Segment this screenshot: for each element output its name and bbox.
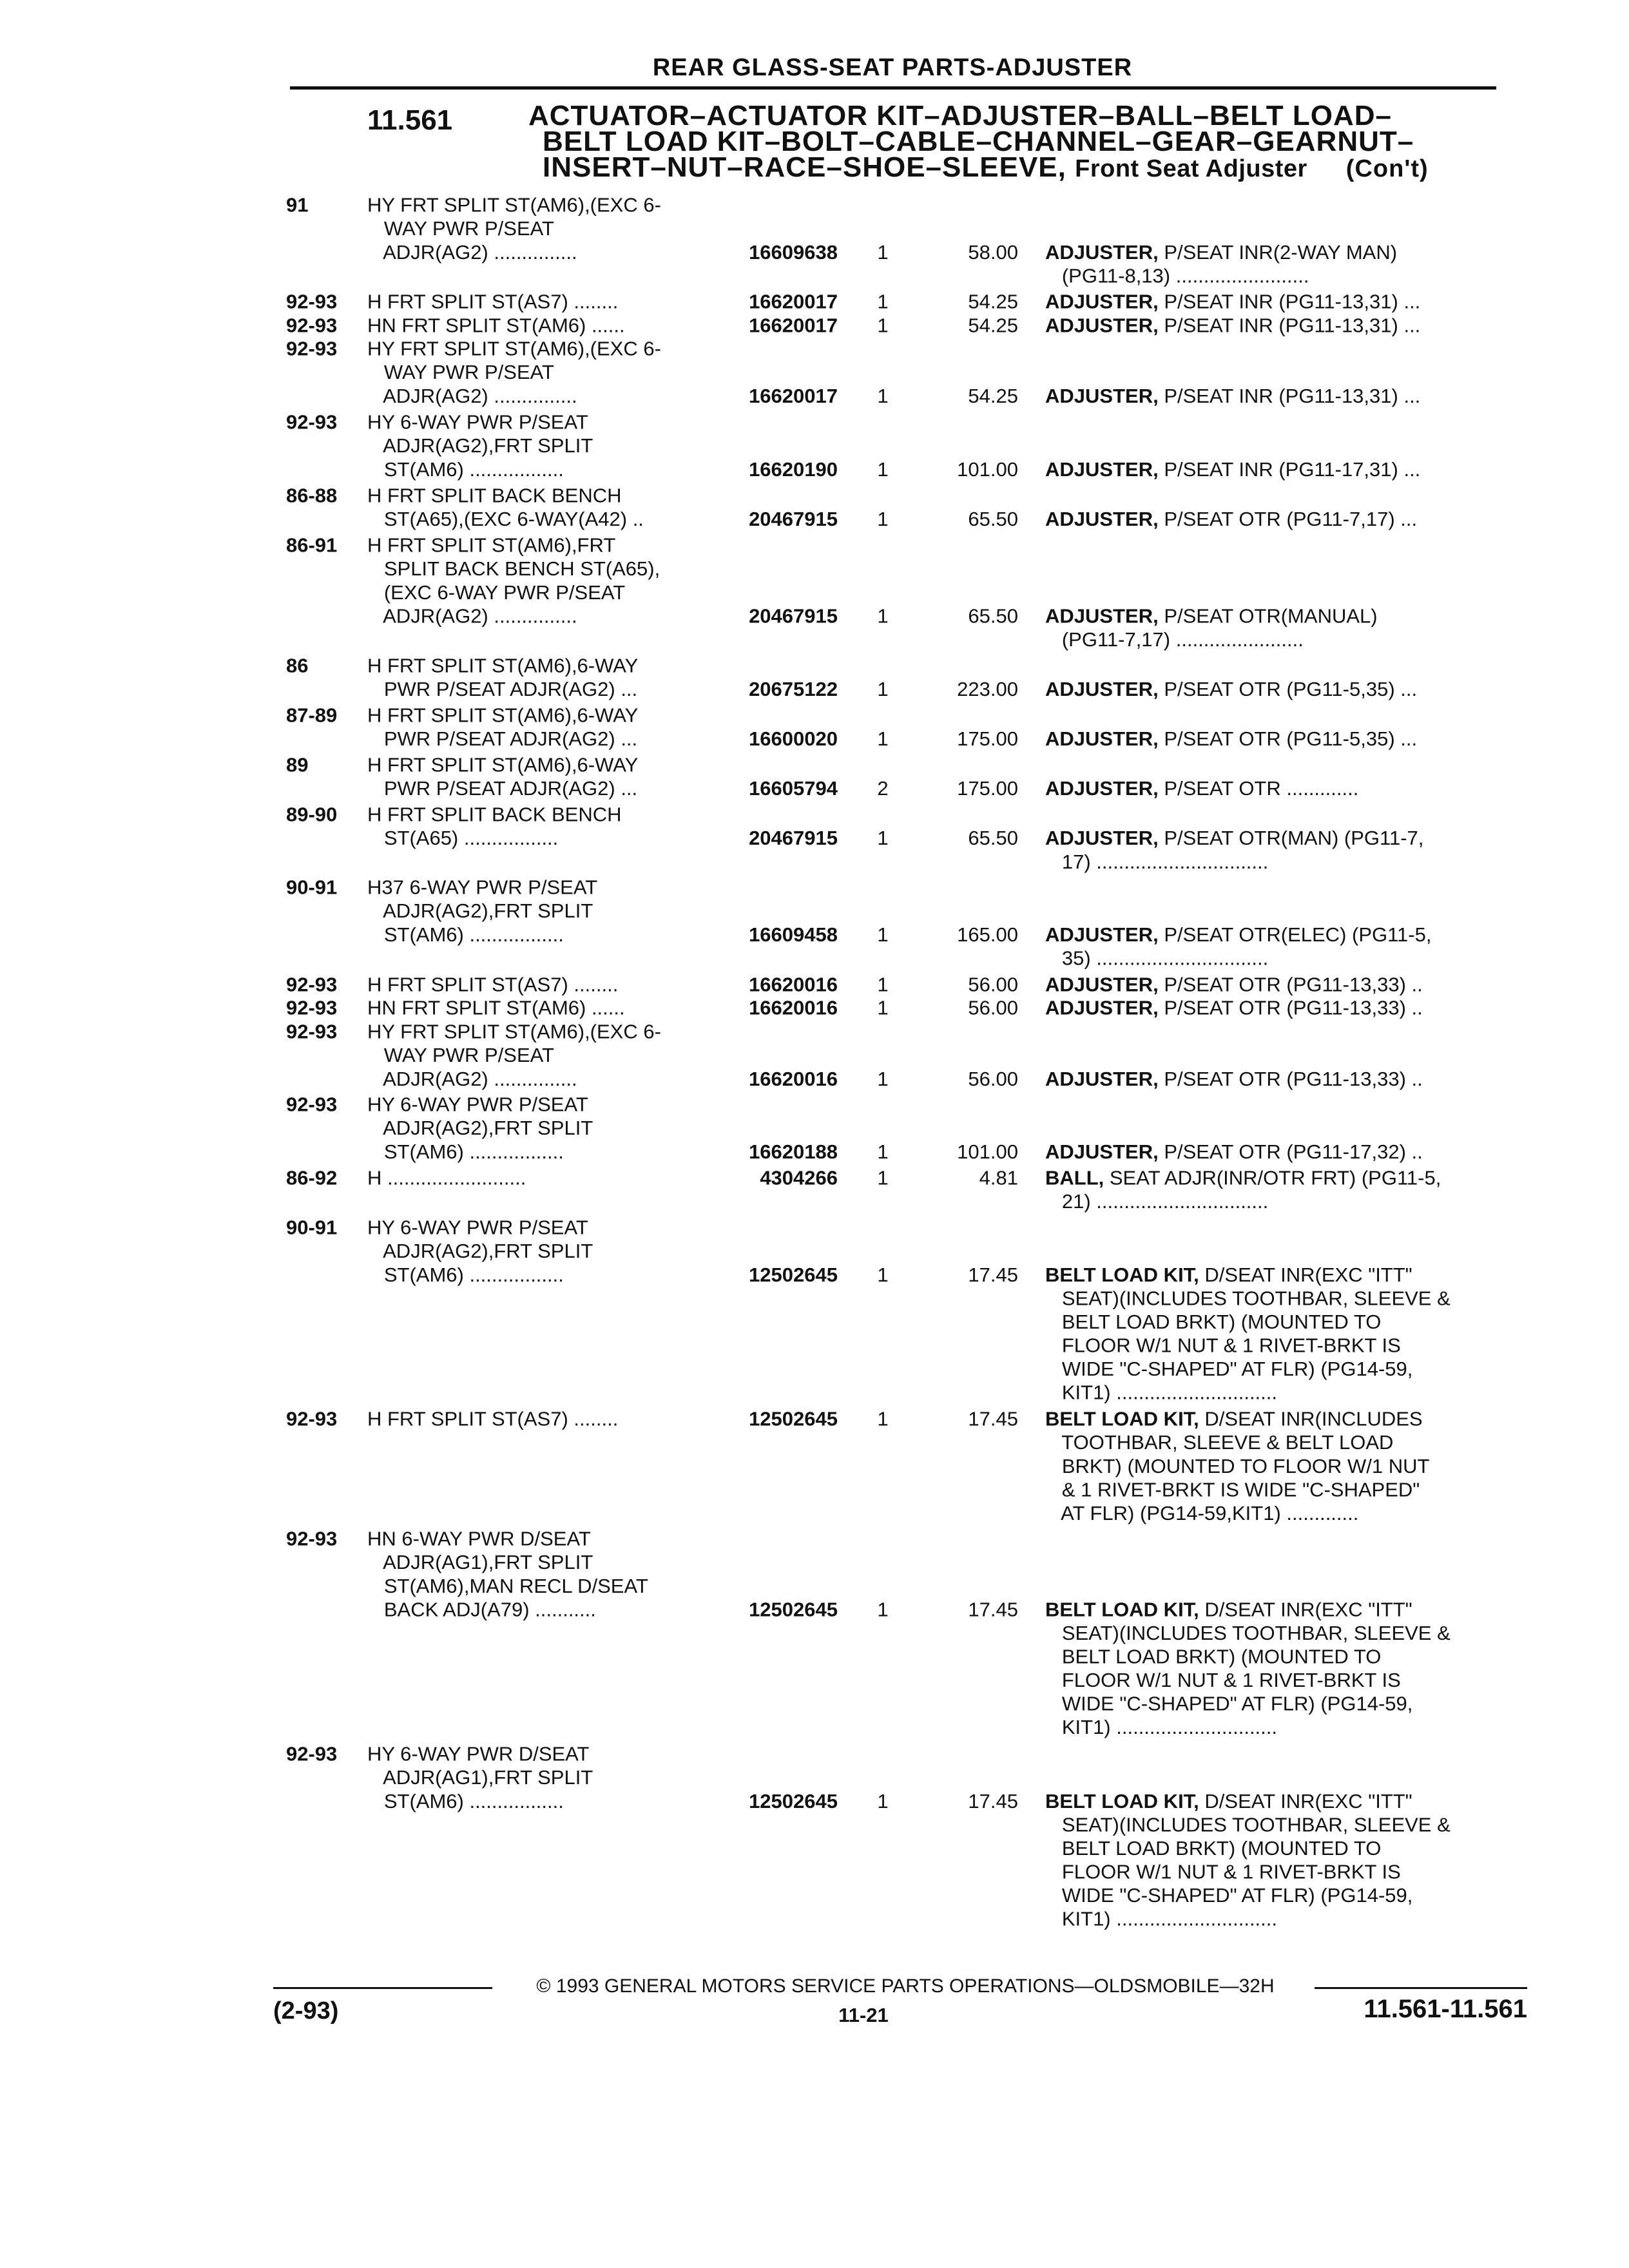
part-name: BELT LOAD KIT, bbox=[1045, 1264, 1199, 1286]
part-description-line bbox=[1045, 290, 1516, 314]
footer-rule-right bbox=[1315, 1987, 1527, 1989]
footer-page-number: 11-21 bbox=[838, 2004, 889, 2026]
part-name: ADJUSTER, bbox=[1045, 727, 1159, 750]
page-header-title: REAR GLASS-SEAT PARTS-ADJUSTER bbox=[652, 54, 1133, 81]
part-description bbox=[1045, 973, 1516, 997]
part-description bbox=[1045, 1789, 1516, 1930]
part-description-text: P/SEAT INR (PG11-13,31) ... bbox=[1158, 291, 1421, 313]
part-description-line bbox=[1045, 1334, 1516, 1358]
usage-description: H ......................... bbox=[367, 1167, 526, 1189]
part-description-text: KIT1) ............................. bbox=[1045, 1716, 1278, 1739]
model-years: 89 bbox=[286, 753, 309, 776]
part-description-line bbox=[1045, 727, 1516, 751]
part-description-text: SEAT ADJR(INR/OTR FRT) (PG11-5, bbox=[1104, 1167, 1441, 1189]
part-description-text: D/SEAT INR(EXC "ITT" bbox=[1199, 1789, 1412, 1812]
usage-description: H FRT SPLIT ST(AM6),6-WAY bbox=[367, 654, 639, 677]
price: 65.50 bbox=[968, 508, 1018, 530]
part-description bbox=[1045, 1598, 1516, 1739]
quantity: 1 bbox=[877, 973, 889, 996]
part-description-text: 17) ............................... bbox=[1045, 850, 1269, 873]
part-name: ADJUSTER, bbox=[1045, 604, 1159, 628]
model-years: 91 bbox=[286, 193, 309, 216]
part-number: 20467915 bbox=[749, 604, 838, 628]
section-title-line-3: INSERT–NUT–RACE–SHOE–SLEEVE, Front Seat Adjuster (Con't) bbox=[543, 151, 1429, 183]
table-row bbox=[0, 654, 1629, 701]
part-description bbox=[1045, 604, 1516, 651]
usage-description: H FRT SPLIT ST(AS7) ........ bbox=[367, 973, 619, 996]
price: 65.50 bbox=[968, 604, 1018, 628]
quantity: 1 bbox=[877, 241, 889, 264]
part-description-line bbox=[1045, 1454, 1516, 1478]
model-years: 92-93 bbox=[286, 1093, 338, 1117]
part-description-text: FLOOR W/1 NUT & 1 RIVET-BRKT IS bbox=[1045, 1860, 1401, 1883]
part-description bbox=[1045, 240, 1516, 287]
table-row bbox=[0, 1166, 1629, 1213]
usage-description: WAY PWR P/SEAT bbox=[367, 361, 554, 384]
part-description bbox=[1045, 1067, 1516, 1091]
quantity: 1 bbox=[877, 678, 889, 700]
part-description bbox=[1045, 384, 1516, 408]
part-number: 16620190 bbox=[749, 458, 838, 481]
model-years: 92-93 bbox=[286, 410, 338, 434]
part-description-line bbox=[1045, 1407, 1516, 1431]
part-description-text: BELT LOAD BRKT) (MOUNTED TO bbox=[1045, 1836, 1382, 1860]
part-description-line bbox=[1045, 1836, 1516, 1860]
usage-description: HY FRT SPLIT ST(AM6),(EXC 6- bbox=[367, 338, 661, 360]
part-number: 12502645 bbox=[749, 1789, 838, 1812]
part-description-text: P/SEAT INR (PG11-13,31) ... bbox=[1158, 314, 1421, 337]
part-name: BELT LOAD KIT, bbox=[1045, 1407, 1199, 1430]
price: 58.00 bbox=[968, 241, 1018, 264]
part-description-line bbox=[1045, 240, 1516, 264]
usage-description: HN FRT SPLIT ST(AM6) ...... bbox=[367, 997, 625, 1019]
part-description-text: P/SEAT OTR(MAN) (PG11-7, bbox=[1158, 827, 1424, 849]
usage-description: ADJR(AG2),FRT SPLIT bbox=[367, 1117, 593, 1140]
usage-description: ST(AM6),MAN RECL D/SEAT bbox=[367, 1575, 648, 1598]
model-years: 90-91 bbox=[286, 876, 338, 899]
usage-description: ADJR(AG2),FRT SPLIT bbox=[367, 434, 593, 457]
usage-description: WAY PWR P/SEAT bbox=[367, 1044, 554, 1066]
usage-description: H37 6-WAY PWR P/SEAT bbox=[367, 876, 598, 899]
part-description-line bbox=[1045, 1860, 1516, 1883]
part-description-text: AT FLR) (PG14-59,KIT1) ............. bbox=[1045, 1501, 1359, 1524]
usage-description: HY 6-WAY PWR D/SEAT bbox=[367, 1742, 590, 1765]
part-number: 16620016 bbox=[749, 997, 838, 1019]
usage-description: PWR P/SEAT ADJR(AG2) ... bbox=[367, 727, 638, 750]
quantity: 1 bbox=[877, 727, 889, 750]
part-number: 20467915 bbox=[749, 508, 838, 530]
model-years: 90-91 bbox=[286, 1216, 338, 1239]
part-description-line bbox=[1045, 1166, 1516, 1190]
table-row bbox=[0, 1742, 1629, 1931]
quantity: 1 bbox=[877, 1599, 889, 1621]
part-name: ADJUSTER, bbox=[1045, 291, 1159, 313]
price: 101.00 bbox=[957, 458, 1018, 481]
model-years: 87-89 bbox=[286, 704, 338, 727]
part-description-text: 35) ............................... bbox=[1045, 947, 1269, 970]
quantity: 2 bbox=[877, 777, 889, 800]
footer-section-range: 11.561-11.561 bbox=[1364, 1995, 1527, 2023]
table-row bbox=[0, 1216, 1629, 1405]
part-description-line bbox=[1045, 1812, 1516, 1836]
part-number: 16620017 bbox=[749, 385, 838, 408]
part-description-line bbox=[1045, 1907, 1516, 1930]
usage-description: HN 6-WAY PWR D/SEAT bbox=[367, 1528, 591, 1551]
part-description bbox=[1045, 314, 1516, 338]
price: 54.25 bbox=[968, 385, 1018, 408]
usage-description: H FRT SPLIT ST(AM6),6-WAY bbox=[367, 753, 639, 776]
model-years: 92-93 bbox=[286, 1407, 338, 1430]
part-description-line bbox=[1045, 1477, 1516, 1501]
price: 17.45 bbox=[968, 1599, 1018, 1621]
part-number: 16609638 bbox=[749, 241, 838, 264]
price: 223.00 bbox=[957, 678, 1018, 700]
table-row bbox=[0, 996, 1629, 1020]
part-number: 20675122 bbox=[749, 678, 838, 700]
part-description-line bbox=[1045, 264, 1516, 288]
part-number: 16605794 bbox=[749, 777, 838, 800]
usage-description: ADJR(AG2) ............... bbox=[367, 385, 577, 408]
section-title-line-2: BELT LOAD KIT–BOLT–CABLE–CHANNEL–GEAR–GEARNUT– bbox=[543, 126, 1414, 157]
price: 54.25 bbox=[968, 291, 1018, 313]
table-row bbox=[0, 337, 1629, 408]
usage-description: H FRT SPLIT ST(AM6),FRT bbox=[367, 533, 616, 557]
part-description-line bbox=[1045, 457, 1516, 481]
part-name: BALL, bbox=[1045, 1167, 1104, 1189]
table-row bbox=[0, 1020, 1629, 1091]
quantity: 1 bbox=[877, 923, 889, 947]
model-years: 92-93 bbox=[286, 973, 338, 996]
part-description-line bbox=[1045, 507, 1516, 531]
usage-description: HY 6-WAY PWR P/SEAT bbox=[367, 410, 588, 434]
part-description-line bbox=[1045, 1430, 1516, 1454]
usage-description: HY 6-WAY PWR P/SEAT bbox=[367, 1216, 588, 1239]
part-description-text: P/SEAT OTR (PG11-5,35) ... bbox=[1158, 678, 1418, 700]
footer-rule-left bbox=[273, 1987, 492, 1989]
part-description-line bbox=[1045, 1358, 1516, 1381]
part-description-text: BRKT) (MOUNTED TO FLOOR W/1 NUT bbox=[1045, 1454, 1430, 1477]
part-description-text: & 1 RIVET-BRKT IS WIDE "C-SHAPED" bbox=[1045, 1478, 1420, 1501]
part-description-line bbox=[1045, 1622, 1516, 1646]
price: 101.00 bbox=[957, 1140, 1018, 1164]
usage-description: H FRT SPLIT BACK BENCH bbox=[367, 484, 622, 507]
part-description-line bbox=[1045, 1501, 1516, 1525]
quantity: 1 bbox=[877, 385, 889, 408]
part-description-text: P/SEAT OTR ............. bbox=[1158, 777, 1359, 800]
part-description-text: WIDE "C-SHAPED" AT FLR) (PG14-59, bbox=[1045, 1693, 1413, 1716]
usage-description: ST(A65) ................. bbox=[367, 827, 559, 849]
usage-description: ST(AM6) ................. bbox=[367, 923, 564, 947]
table-row bbox=[0, 1407, 1629, 1525]
usage-description: ST(AM6) ................. bbox=[367, 1264, 564, 1286]
part-description-line bbox=[1045, 973, 1516, 997]
part-name: ADJUSTER, bbox=[1045, 1067, 1159, 1090]
part-description-line bbox=[1045, 677, 1516, 701]
part-number: 16620017 bbox=[749, 314, 838, 337]
model-years: 92-93 bbox=[286, 1020, 338, 1043]
usage-description: ST(AM6) ................. bbox=[367, 458, 564, 481]
part-name: ADJUSTER, bbox=[1045, 314, 1159, 337]
usage-description: SPLIT BACK BENCH ST(A65), bbox=[367, 557, 660, 580]
table-row bbox=[0, 803, 1629, 874]
quantity: 1 bbox=[877, 997, 889, 1019]
part-number: 4304266 bbox=[760, 1167, 838, 1189]
part-description bbox=[1045, 1263, 1516, 1404]
model-years: 89-90 bbox=[286, 803, 338, 826]
part-description-text: TOOTHBAR, SLEEVE & BELT LOAD bbox=[1045, 1431, 1394, 1454]
part-description-line bbox=[1045, 947, 1516, 970]
part-description-line bbox=[1045, 1692, 1516, 1716]
part-number: 16620017 bbox=[749, 291, 838, 313]
part-number: 20467915 bbox=[749, 827, 838, 849]
part-description-text: D/SEAT INR(INCLUDES bbox=[1199, 1407, 1423, 1430]
model-years: 92-93 bbox=[286, 1742, 338, 1765]
usage-description: ST(A65),(EXC 6-WAY(A42) .. bbox=[367, 508, 644, 530]
part-description-text: P/SEAT INR (PG11-17,31) ... bbox=[1158, 458, 1421, 481]
table-row bbox=[0, 876, 1629, 970]
usage-description: PWR P/SEAT ADJR(AG2) ... bbox=[367, 678, 638, 700]
price: 65.50 bbox=[968, 827, 1018, 849]
part-number: 12502645 bbox=[749, 1407, 838, 1430]
part-description-line bbox=[1045, 1381, 1516, 1405]
part-name: ADJUSTER, bbox=[1045, 508, 1159, 530]
part-description-line bbox=[1045, 850, 1516, 874]
model-years: 86-91 bbox=[286, 533, 338, 557]
part-description bbox=[1045, 507, 1516, 531]
part-description-text: SEAT)(INCLUDES TOOTHBAR, SLEEVE & bbox=[1045, 1622, 1451, 1645]
part-description-text: D/SEAT INR(EXC "ITT" bbox=[1199, 1264, 1412, 1286]
part-description-text: P/SEAT INR (PG11-13,31) ... bbox=[1158, 385, 1421, 408]
table-row bbox=[0, 290, 1629, 314]
usage-description: HY FRT SPLIT ST(AM6),(EXC 6- bbox=[367, 193, 661, 216]
part-name: ADJUSTER, bbox=[1045, 678, 1159, 700]
price: 17.45 bbox=[968, 1789, 1018, 1812]
part-description bbox=[1045, 923, 1516, 970]
part-description-text: (PG11-7,17) ....................... bbox=[1045, 628, 1304, 651]
usage-description: (EXC 6-WAY PWR P/SEAT bbox=[367, 581, 626, 604]
part-number: 12502645 bbox=[749, 1599, 838, 1621]
part-description-line bbox=[1045, 923, 1516, 947]
part-description-text: P/SEAT OTR (PG11-13,33) .. bbox=[1158, 1067, 1423, 1090]
table-row bbox=[0, 753, 1629, 800]
part-description-text: 21) ............................... bbox=[1045, 1190, 1269, 1213]
usage-description: H FRT SPLIT ST(AS7) ........ bbox=[367, 1407, 619, 1430]
part-description-line bbox=[1045, 1716, 1516, 1740]
footer-date-code: (2-93) bbox=[273, 1997, 339, 2024]
part-description-line bbox=[1045, 1140, 1516, 1164]
usage-description: ADJR(AG2) ............... bbox=[367, 241, 577, 264]
quantity: 1 bbox=[877, 1140, 889, 1164]
part-description-line bbox=[1045, 314, 1516, 338]
model-years: 86-88 bbox=[286, 484, 338, 507]
part-name: ADJUSTER, bbox=[1045, 385, 1159, 408]
table-row bbox=[0, 533, 1629, 651]
part-description-text: KIT1) ............................. bbox=[1045, 1381, 1278, 1404]
part-name: ADJUSTER, bbox=[1045, 458, 1159, 481]
quantity: 1 bbox=[877, 314, 889, 337]
section-subtitle: Front Seat Adjuster bbox=[1075, 155, 1307, 182]
table-row bbox=[0, 484, 1629, 531]
table-row bbox=[0, 973, 1629, 997]
part-number: 16620016 bbox=[749, 973, 838, 996]
part-description bbox=[1045, 677, 1516, 701]
part-description-text: BELT LOAD BRKT) (MOUNTED TO bbox=[1045, 1311, 1382, 1334]
part-description-line bbox=[1045, 1310, 1516, 1334]
part-number: 16609458 bbox=[749, 923, 838, 947]
model-years: 92-93 bbox=[286, 291, 338, 313]
price: 175.00 bbox=[957, 777, 1018, 800]
part-description-text: P/SEAT OTR (PG11-17,32) .. bbox=[1158, 1140, 1423, 1164]
usage-description: HY 6-WAY PWR P/SEAT bbox=[367, 1093, 588, 1117]
part-description bbox=[1045, 1140, 1516, 1164]
part-name: ADJUSTER, bbox=[1045, 827, 1159, 849]
usage-description: ST(AM6) ................. bbox=[367, 1789, 564, 1812]
continued-label: (Con't) bbox=[1345, 155, 1429, 182]
part-description-text: WIDE "C-SHAPED" AT FLR) (PG14-59, bbox=[1045, 1883, 1413, 1907]
part-description-line bbox=[1045, 1287, 1516, 1311]
quantity: 1 bbox=[877, 291, 889, 313]
part-description-text: SEAT)(INCLUDES TOOTHBAR, SLEEVE & bbox=[1045, 1287, 1451, 1310]
model-years: 92-93 bbox=[286, 997, 338, 1019]
usage-description: ADJR(AG1),FRT SPLIT bbox=[367, 1766, 593, 1789]
part-description-line bbox=[1045, 604, 1516, 628]
quantity: 1 bbox=[877, 827, 889, 849]
quantity: 1 bbox=[877, 508, 889, 530]
usage-description: H FRT SPLIT ST(AM6),6-WAY bbox=[367, 704, 639, 727]
part-description bbox=[1045, 826, 1516, 873]
usage-description: ADJR(AG2) ............... bbox=[367, 1067, 577, 1090]
usage-description: PWR P/SEAT ADJR(AG2) ... bbox=[367, 777, 638, 800]
price: 56.00 bbox=[968, 1067, 1018, 1090]
table-row bbox=[0, 704, 1629, 751]
model-years: 92-93 bbox=[286, 314, 338, 337]
price: 56.00 bbox=[968, 997, 1018, 1019]
part-description-line bbox=[1045, 1190, 1516, 1214]
price: 17.45 bbox=[968, 1264, 1018, 1286]
part-description-line bbox=[1045, 384, 1516, 408]
part-description-line bbox=[1045, 628, 1516, 651]
part-description-line bbox=[1045, 776, 1516, 800]
part-name: ADJUSTER, bbox=[1045, 997, 1159, 1019]
part-description-text: FLOOR W/1 NUT & 1 RIVET-BRKT IS bbox=[1045, 1334, 1401, 1357]
part-description-text: D/SEAT INR(EXC "ITT" bbox=[1199, 1599, 1412, 1621]
table-row bbox=[0, 314, 1629, 338]
part-description-text: P/SEAT INR(2-WAY MAN) bbox=[1158, 241, 1398, 264]
price: 56.00 bbox=[968, 973, 1018, 996]
part-description-line bbox=[1045, 1067, 1516, 1091]
part-description-line bbox=[1045, 1645, 1516, 1669]
usage-description: HY FRT SPLIT ST(AM6),(EXC 6- bbox=[367, 1020, 661, 1043]
quantity: 1 bbox=[877, 1264, 889, 1286]
model-years: 92-93 bbox=[286, 1528, 338, 1551]
footer-copyright: © 1993 GENERAL MOTORS SERVICE PARTS OPERATIONS—OLDSMOBILE—32H bbox=[536, 1975, 1275, 1997]
table-row bbox=[0, 193, 1629, 287]
part-description-text: SEAT)(INCLUDES TOOTHBAR, SLEEVE & bbox=[1045, 1813, 1451, 1836]
quantity: 1 bbox=[877, 1167, 889, 1189]
model-years: 86 bbox=[286, 654, 309, 677]
part-description bbox=[1045, 290, 1516, 314]
quantity: 1 bbox=[877, 458, 889, 481]
part-description-line bbox=[1045, 826, 1516, 850]
part-description-text: P/SEAT OTR (PG11-5,35) ... bbox=[1158, 727, 1418, 750]
part-description bbox=[1045, 776, 1516, 800]
usage-description: ADJR(AG2),FRT SPLIT bbox=[367, 1240, 593, 1263]
part-description-text: KIT1) ............................. bbox=[1045, 1907, 1278, 1930]
model-years: 86-92 bbox=[286, 1167, 338, 1189]
price: 17.45 bbox=[968, 1407, 1018, 1430]
table-row bbox=[0, 1093, 1629, 1164]
part-description-text: P/SEAT OTR (PG11-13,33) .. bbox=[1158, 973, 1423, 996]
usage-description: ADJR(AG2),FRT SPLIT bbox=[367, 899, 593, 923]
part-name: ADJUSTER, bbox=[1045, 1140, 1159, 1164]
part-number: 16600020 bbox=[749, 727, 838, 750]
part-name: BELT LOAD KIT, bbox=[1045, 1789, 1199, 1812]
quantity: 1 bbox=[877, 1407, 889, 1430]
usage-description: H FRT SPLIT ST(AS7) ........ bbox=[367, 291, 619, 313]
part-name: BELT LOAD KIT, bbox=[1045, 1599, 1199, 1621]
quantity: 1 bbox=[877, 1789, 889, 1812]
part-description-text: P/SEAT OTR (PG11-7,17) ... bbox=[1158, 508, 1418, 530]
table-row bbox=[0, 410, 1629, 481]
price: 175.00 bbox=[957, 727, 1018, 750]
usage-description: BACK ADJ(A79) ........... bbox=[367, 1599, 596, 1621]
quantity: 1 bbox=[877, 1067, 889, 1090]
part-description-line bbox=[1045, 996, 1516, 1020]
section-number: 11.561 bbox=[367, 104, 453, 136]
price: 4.81 bbox=[979, 1167, 1018, 1189]
usage-description: ADJR(AG2) ............... bbox=[367, 604, 577, 628]
usage-description: HN FRT SPLIT ST(AM6) ...... bbox=[367, 314, 625, 337]
part-description-line bbox=[1045, 1883, 1516, 1907]
part-number: 16620016 bbox=[749, 1067, 838, 1090]
part-description bbox=[1045, 1407, 1516, 1525]
part-number: 12502645 bbox=[749, 1264, 838, 1286]
part-description-text: BELT LOAD BRKT) (MOUNTED TO bbox=[1045, 1646, 1382, 1668]
part-name: ADJUSTER, bbox=[1045, 973, 1159, 996]
part-description bbox=[1045, 457, 1516, 481]
section-title-line-1: ACTUATOR–ACTUATOR KIT–ADJUSTER–BALL–BELT LOAD– bbox=[528, 100, 1392, 131]
part-description-text: P/SEAT OTR(MANUAL) bbox=[1158, 604, 1378, 628]
part-description-line bbox=[1045, 1669, 1516, 1693]
part-name: ADJUSTER, bbox=[1045, 923, 1159, 947]
part-name: ADJUSTER, bbox=[1045, 777, 1159, 800]
usage-description: WAY PWR P/SEAT bbox=[367, 217, 554, 240]
part-description bbox=[1045, 996, 1516, 1020]
usage-description: ADJR(AG1),FRT SPLIT bbox=[367, 1552, 593, 1574]
part-description-text: WIDE "C-SHAPED" AT FLR) (PG14-59, bbox=[1045, 1358, 1413, 1381]
part-description-text: P/SEAT OTR(ELEC) (PG11-5, bbox=[1158, 923, 1432, 947]
price: 54.25 bbox=[968, 314, 1018, 337]
usage-description: ST(AM6) ................. bbox=[367, 1140, 564, 1164]
price: 165.00 bbox=[957, 923, 1018, 947]
part-description-text: (PG11-8,13) ........................ bbox=[1045, 264, 1309, 287]
model-years: 92-93 bbox=[286, 338, 338, 360]
quantity: 1 bbox=[877, 604, 889, 628]
part-description bbox=[1045, 1166, 1516, 1213]
table-row bbox=[0, 1527, 1629, 1739]
part-number: 16620188 bbox=[749, 1140, 838, 1164]
part-description-text: P/SEAT OTR (PG11-13,33) .. bbox=[1158, 997, 1423, 1019]
part-description-line bbox=[1045, 1789, 1516, 1813]
part-description-line bbox=[1045, 1598, 1516, 1622]
part-description bbox=[1045, 727, 1516, 751]
part-description-text: FLOOR W/1 NUT & 1 RIVET-BRKT IS bbox=[1045, 1669, 1401, 1692]
part-description-line bbox=[1045, 1263, 1516, 1287]
usage-description: H FRT SPLIT BACK BENCH bbox=[367, 803, 622, 826]
part-name: ADJUSTER, bbox=[1045, 241, 1159, 264]
